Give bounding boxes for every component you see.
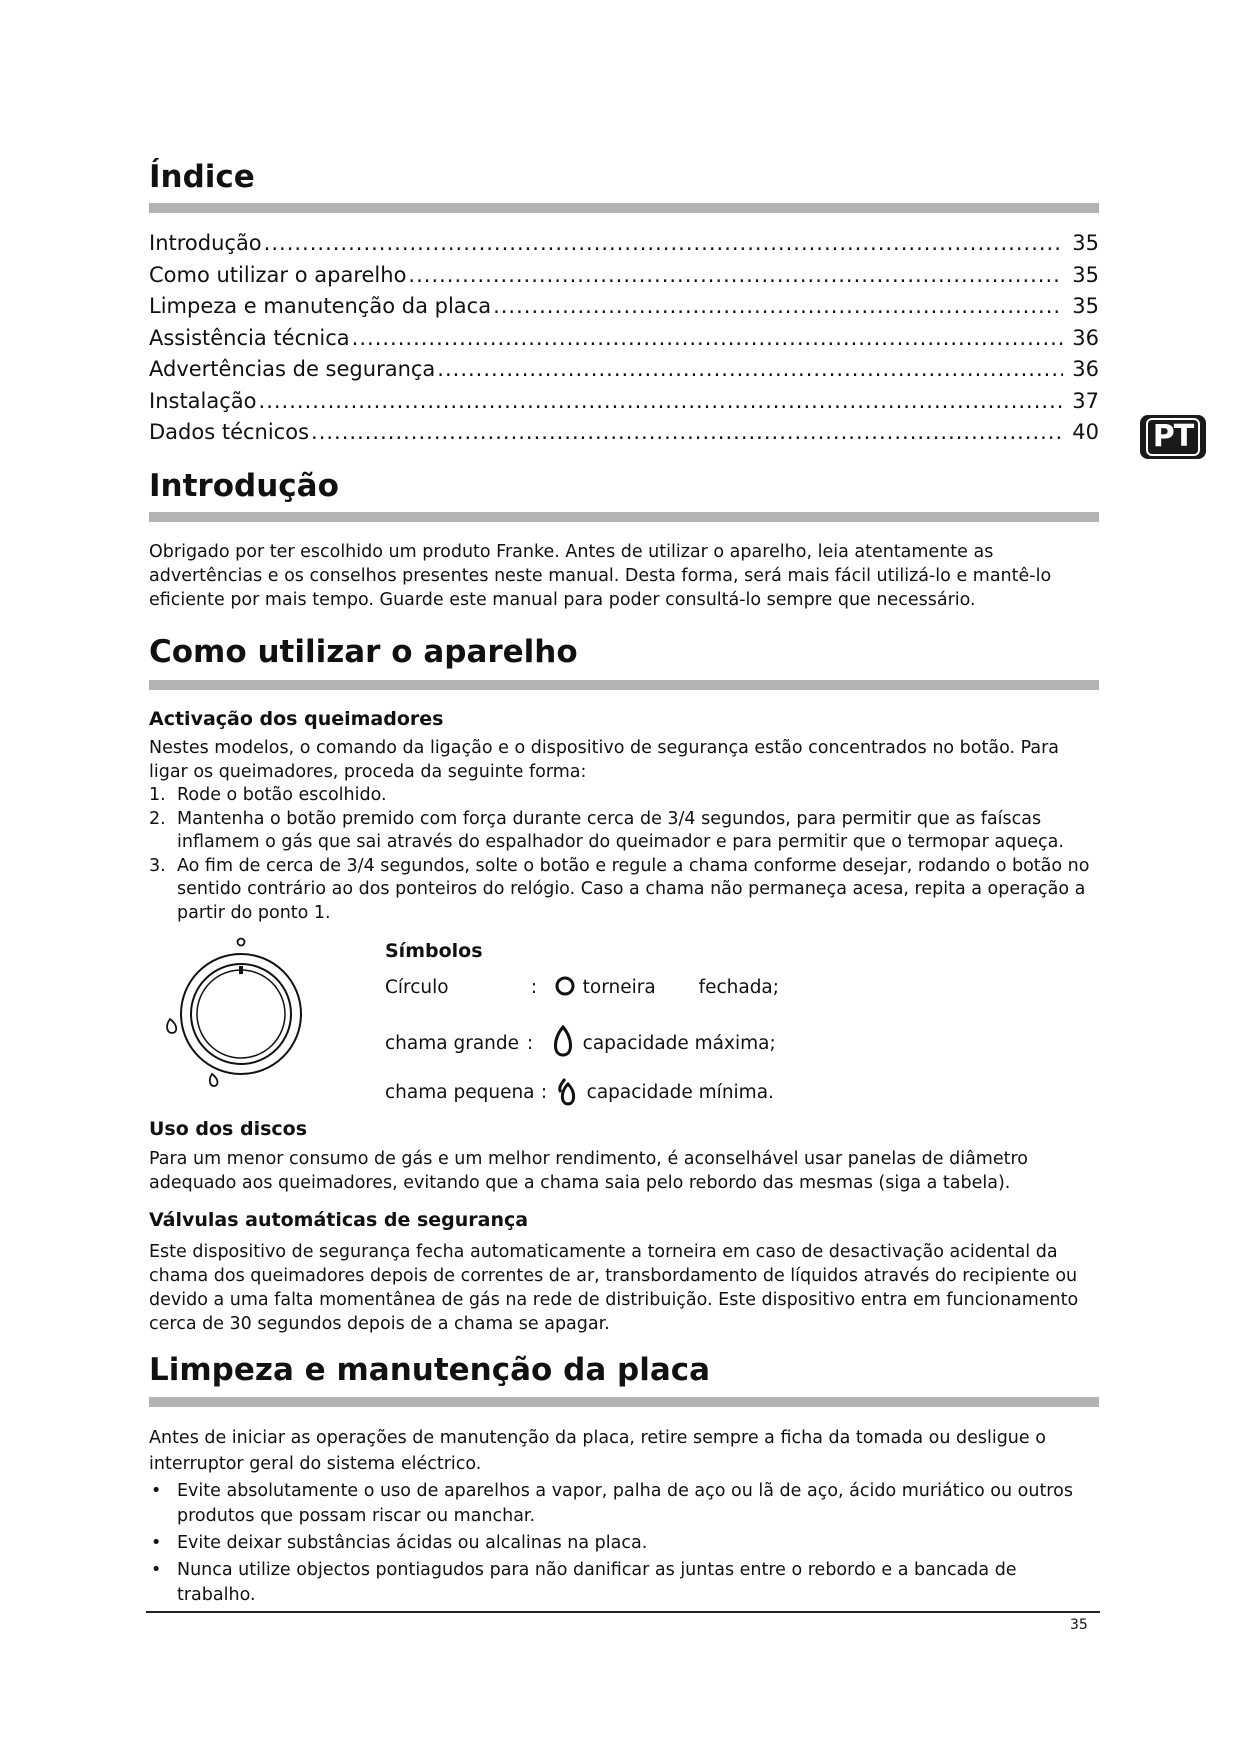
step-text: Ao fim de cerca de 3/4 segundos, solte o botão e regule a chama conforme desejar, rodando o botão no sentido contrário ao dos ponteiros do relógio. Caso a chama não permaneça acesa, repita a operação a partir do ponto 1. [177, 855, 1090, 923]
list-item [149, 1479, 1099, 1529]
toc-leader [352, 323, 1063, 355]
bullet-text: Nunca utilize objectos pontiagudos para não danificar as juntas entre o rebordo e a bancada de trabalho. [177, 1560, 1017, 1605]
toc-page: 35 [1072, 262, 1099, 287]
intro-title: Introdução [149, 468, 339, 504]
toc-leader [408, 260, 1063, 292]
usage-title: Como utilizar o aparelho [149, 634, 578, 670]
symbol-desc: capacidade máxima; [582, 1033, 776, 1054]
step-text: Mantenha o botão premido com força durante cerca de 3/4 segundos, para permitir que as faíscas inflamem o gás que sai através do espalhador do queimador e para permitir que o termopar aqueça. [177, 808, 1064, 852]
toc-label: Introdução [149, 231, 262, 255]
bullet-icon: • [151, 1560, 162, 1580]
list-item [149, 855, 1099, 926]
bullet-text: Evite deixar substâncias ácidas ou alcalinas na placa. [177, 1533, 648, 1553]
symbol-desc-2: fechada; [698, 977, 780, 998]
step-text: Rode o botão escolhido. [177, 785, 387, 805]
toc-page: 36 [1072, 357, 1099, 381]
language-badge-label: PT [1146, 418, 1200, 456]
bullet-text: Evite absolutamente o uso de aparelhos a vapor, palha de aço ou lã de aço, ácido muriático ou outros produtos que possam riscar ou manchar. [177, 1481, 1073, 1526]
toc-page: 37 [1072, 388, 1099, 413]
toc-entry[interactable] [149, 228, 1099, 260]
step-number: 3. [149, 855, 166, 876]
symbol-row-small-flame [385, 1076, 774, 1106]
flame-large-icon [549, 1025, 577, 1059]
toc-leader [259, 386, 1063, 418]
footer-rule [146, 1611, 1100, 1613]
toc-leader [493, 291, 1063, 323]
cleaning-title: Limpeza e manutenção da placa [149, 1352, 711, 1388]
intro-rule [149, 512, 1099, 522]
flame-large-icon [167, 1019, 176, 1033]
toc-entry[interactable] [149, 323, 1099, 355]
list-item [149, 784, 1099, 808]
page-number: 35 [1070, 1617, 1088, 1633]
toc-entry[interactable] [149, 354, 1099, 386]
activation-text: Nestes modelos, o comando da ligação e o dispositivo de segurança estão concentrados no botão. Para ligar os queimadores, proceda da seguinte forma: [149, 738, 1060, 782]
flame-small-icon [555, 1076, 581, 1106]
toc-leader [437, 354, 1063, 386]
valves-heading: Válvulas automáticas de segurança [149, 1209, 529, 1231]
circle-closed-icon [553, 975, 577, 997]
symbol-desc: torneira [582, 977, 656, 998]
symbol-row-large-flame [385, 1025, 776, 1059]
cleaning-text: Antes de iniciar as operações de manutenção da placa, retire sempre a ficha da tomada ou desligue o interruptor geral do sistema eléctrico. [149, 1428, 1046, 1474]
symbols-title: Símbolos [385, 940, 483, 962]
symbol-name: chama pequena [385, 1082, 535, 1103]
intro-text: Obrigado por ter escolhido um produto Franke. Antes de utilizar o aparelho, leia atentamente as advertências e os conselhos presentes neste manual. Desta forma, será mais fácil utilizá-lo e mantê-lo eficiente por mais tempo. Guarde este manual para poder consultá-lo sempre que necessário. [149, 542, 1052, 610]
toc-entry[interactable] [149, 260, 1099, 292]
symbol-row-circle [385, 975, 779, 998]
toc-label: Advertências de segurança [149, 357, 436, 381]
step-number: 2. [149, 808, 166, 829]
valves-text: Este dispositivo de segurança fecha automaticamente a torneira em caso de desactivação acidental da chama dos queimadores depois de correntes de ar, transbordamento de líquidos através do recipiente ou devido a uma falta momentânea de gás na rede de distribuição. Este dispositivo entra em funcionamento cerca de 30 segundos depois de a chama se apagar. [149, 1242, 1079, 1334]
list-item [149, 808, 1099, 855]
symbol-separator: : [530, 977, 538, 998]
toc-leader [311, 417, 1063, 449]
toc-page: 36 [1072, 325, 1099, 350]
flame-small-icon [210, 1074, 218, 1086]
toc-label: Assistência técnica [149, 325, 350, 350]
discs-text: Para um menor consumo de gás e um melhor rendimento, é aconselhável usar panelas de diâmetro adequado aos queimadores, evitando que a chama saia pelo rebordo das mesmas (siga a tabela). [149, 1149, 1028, 1193]
activation-heading: Activação dos queimadores [149, 708, 444, 730]
language-badge [1140, 415, 1206, 459]
toc-label: Como utilizar o aparelho [149, 262, 407, 287]
knob-diagram [155, 930, 325, 1100]
toc-page: 35 [1072, 294, 1099, 318]
symbol-separator: : [540, 1082, 548, 1103]
symbol-separator: : [526, 1033, 534, 1054]
toc-label: Dados técnicos [149, 420, 310, 444]
knob-illustration [181, 939, 301, 1075]
list-item [149, 1531, 1099, 1556]
cleaning-bullets [149, 1479, 1099, 1610]
toc-entry[interactable] [149, 417, 1099, 449]
bullet-icon: • [151, 1533, 162, 1553]
toc-entry[interactable] [149, 386, 1099, 418]
symbol-name: Círculo [385, 977, 449, 998]
toc-page: 40 [1072, 420, 1099, 444]
step-number: 1. [149, 785, 166, 805]
discs-heading: Uso dos discos [149, 1118, 308, 1140]
symbol-name: chama grande [385, 1033, 520, 1054]
toc-leader [264, 228, 1063, 260]
activation-steps [149, 784, 1099, 925]
toc-page: 35 [1072, 231, 1099, 255]
bullet-icon: • [151, 1481, 162, 1501]
index-title: Índice [149, 159, 255, 195]
toc-entry[interactable] [149, 291, 1099, 323]
symbol-desc: capacidade mínima. [586, 1082, 774, 1103]
toc-label: Limpeza e manutenção da placa [149, 294, 492, 318]
table-of-contents [149, 228, 1099, 449]
toc-label: Instalação [149, 388, 257, 413]
cleaning-rule [149, 1397, 1099, 1407]
list-item [149, 1558, 1099, 1608]
index-rule [149, 203, 1099, 213]
usage-rule [149, 680, 1099, 690]
